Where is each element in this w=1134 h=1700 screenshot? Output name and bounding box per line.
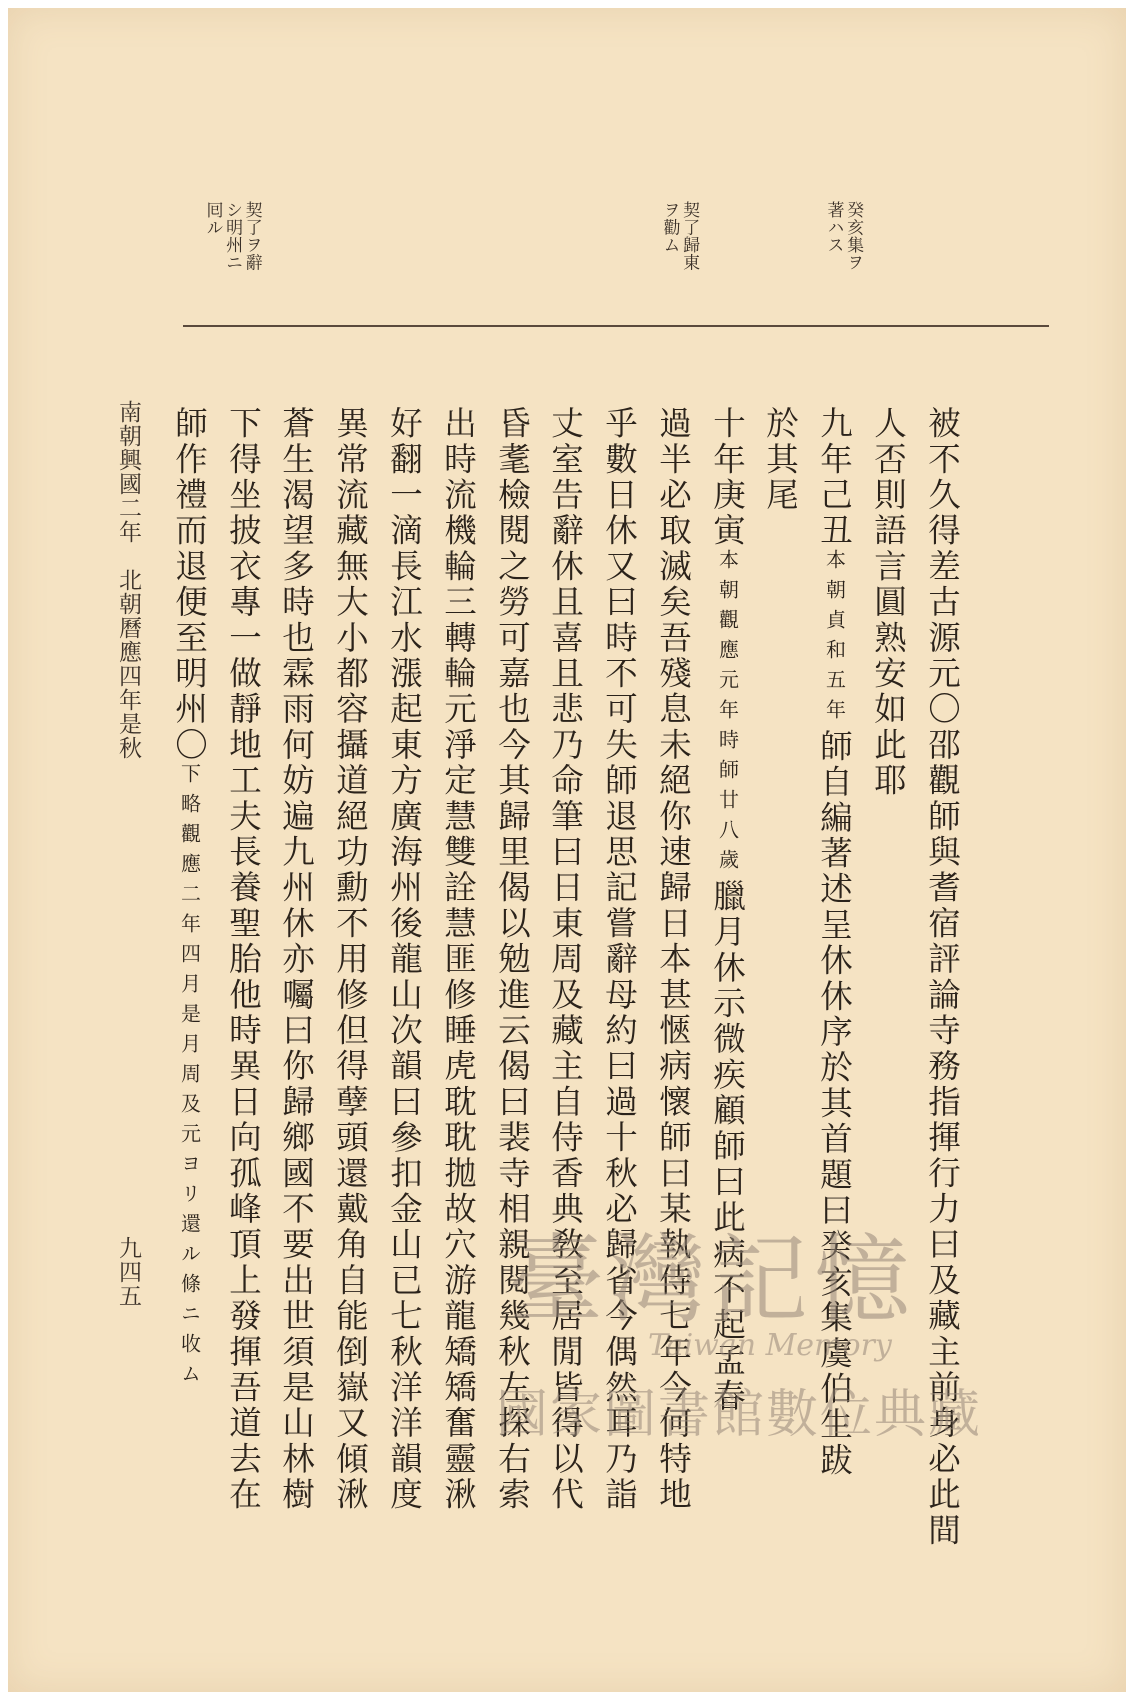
interlinear-note: 本朝觀應元年時師廿八歲 [715,548,740,879]
text-column: 過半必取滅矣吾殘息未絕你速歸日本甚愜病懷師曰某執侍七年今何特地 [654,406,693,1513]
interlinear-note: 下略觀應二年四月是月周及元ヨリ還ル條ニ收ム [177,763,202,1393]
watermark-institution: 國家圖書館數位典藏 [496,1385,983,1445]
running-title: 南朝興國二年 北朝曆應四年是秋 [115,400,141,760]
column-text-a: 十年庚寅 [708,406,747,549]
text-column: 丈室告辭休且喜且悲乃命筆曰日東周及藏主自侍香典敎至居閒皆得以代 [546,406,585,1513]
text-column: 下得坐披衣專一做靜地工夫長養聖胎他時異日向孤峰頂上發揮吾道去在 [224,406,263,1513]
text-column: 蒼生渴望多時也霖雨何妨遍九州休亦囑曰你歸鄉國不要出世須是山林樹 [277,406,316,1513]
marginal-note-line: シ明州ニ [222,201,243,271]
marginal-note-line: 囘ル [202,201,223,236]
watermark-logo: 臺灣記憶 [508,1224,916,1336]
text-column: 乎數日休又曰時不可失師退思記嘗辭母約曰過十秋必歸省今偶然耳乃詣 [600,406,639,1513]
text-column: 被不久得差古源元〇邵觀師與耆宿評論寺務指揮行力曰及藏主前身必此間 [923,406,962,1549]
marginal-note-line: 癸亥集ヲ [843,201,864,271]
page-number: 九四五 [115,1236,141,1308]
marginal-note-line: 契了歸東 [679,201,700,271]
text-column: 人否則語言圓熟安如此耶 [869,406,908,799]
column-text-b: 師自編著述呈休休序於其首題曰癸亥集虞伯生跋 [815,728,854,1479]
text-column [170,406,209,1393]
column-text-b: 臘月休示微疾顧師曰此病不起孟春 [708,878,747,1415]
marginal-note-line: ヲ勸ム [659,201,680,254]
marginal-note [823,201,862,271]
marginal-note [659,201,698,271]
text-column: 異常流藏無大小都容攝道絕功勳不用修但得孽頭還戴角自能倒嶽又傾湫 [331,406,370,1513]
text-column: 昏耄檢閱之勞可嘉也今其歸里偈以勉進云偈曰裴寺相親閱幾秋左探右索 [493,406,532,1513]
text-column: 出時流機輪三轉輪元淨定慧雙詮慧匪修睡虎耽耽拋故穴游龍矯矯奮靈湫 [439,406,478,1513]
watermark-english: Taiwan Memory [648,1328,892,1363]
column-text-a: 師作禮而退便至明州〇 [170,406,209,763]
marginal-note-line: 契了ヲ辭 [241,201,262,271]
book-page [8,8,1126,1692]
header-rule [183,325,1049,327]
text-column: 於其尾 [761,406,800,514]
column-text-a: 九年己丑 [815,406,854,549]
text-column: 好翻一滴長江水漲起東方廣海州後龍山次韻曰參扣金山已七秋洋洋韻度 [385,406,424,1513]
marginal-note [202,201,261,271]
marginal-note-line: 著ハス [823,201,844,254]
interlinear-note: 本朝貞和五年 [822,548,847,729]
